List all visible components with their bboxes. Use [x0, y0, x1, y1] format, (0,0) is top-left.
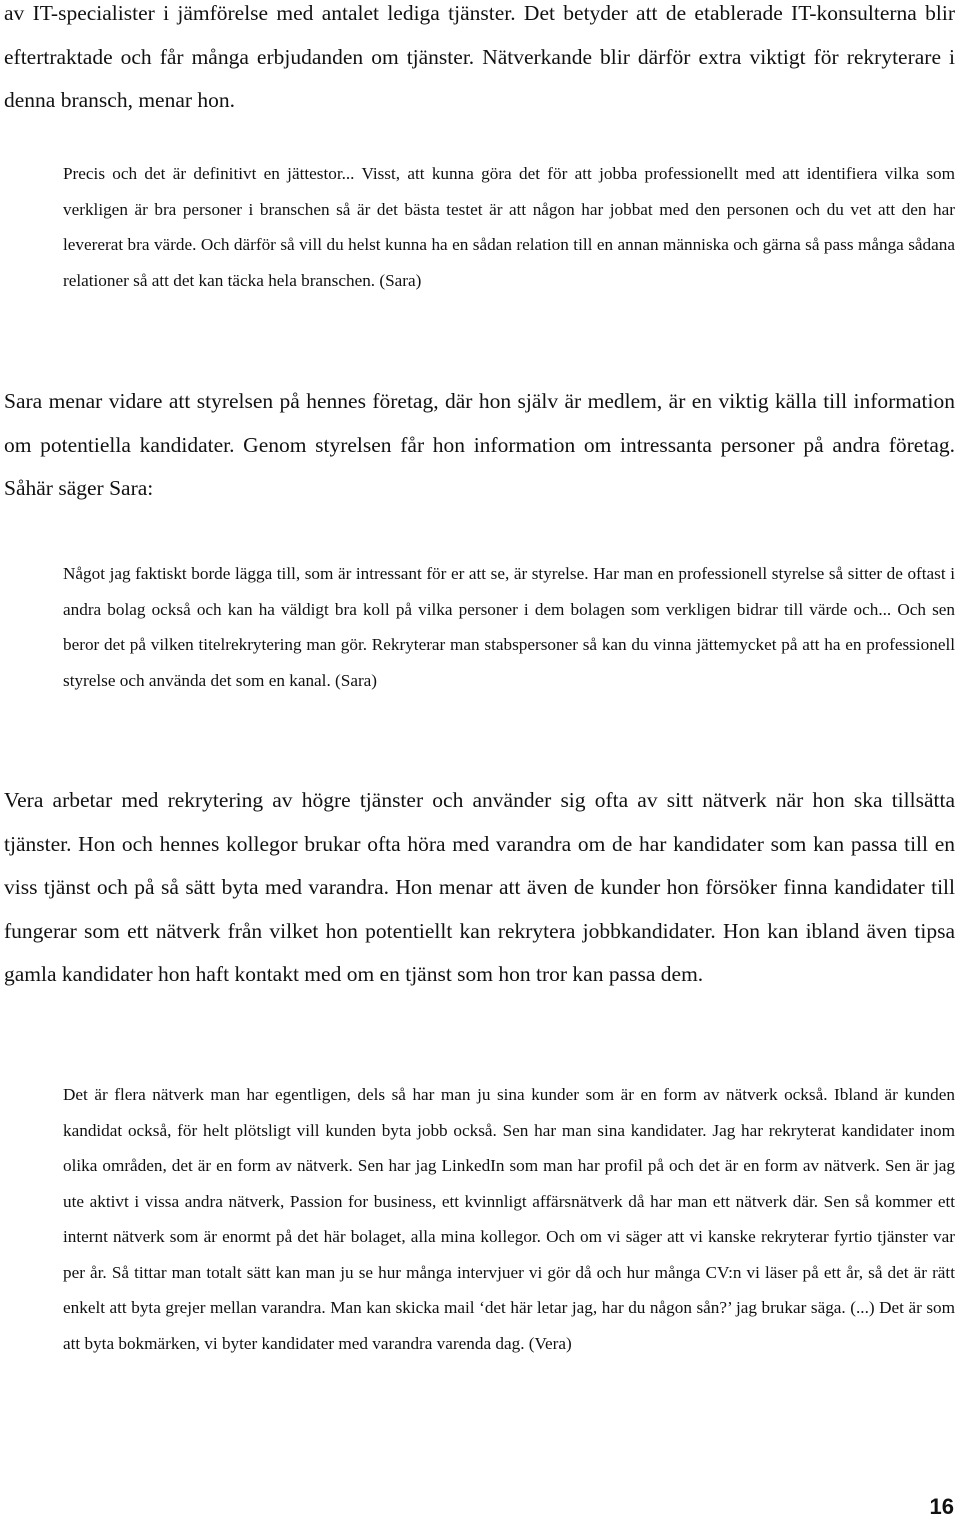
body-paragraph-1: av IT-specialister i jämförelse med antalet lediga tjänster. Det betyder att de etablerade IT-konsulterna blir eftertraktade och får många erbjudanden om tjänster. Nätverkande blir därför extra viktigt för rekryterare i denna bransch, menar hon.: [4, 1, 955, 112]
block-quote-1: Precis och det är definitivt en jättestor... Visst, att kunna göra det för att jobba professionellt med att identifiera vilka som verkligen är bra personer i branschen så är det bästa testet är att någon har jobbat med den personen och du vet att den har levererat bra värde. Och därför så vill du helst kunna ha en sådan relation till en annan människa och gärna så pass många sådana relationer så att det kan täcka hela branschen. (Sara): [63, 164, 955, 290]
block-quote-2: Något jag faktiskt borde lägga till, som är intressant för er att se, är styrelse. Har man en professionell styrelse så sitter de oftast i andra bolag också och kan ha väldigt bra koll på vilka personer i dem bolagen som verkligen bidrar till värde och... Och sen beror det på vilken titelrekrytering man gör. Rekryterar man stabspersoner så kan du vinna jättemycket på att ha en professionell styrelse och använda det som en kanal. (Sara): [63, 564, 955, 690]
body-paragraph-2: Sara menar vidare att styrelsen på hennes företag, där hon själv är medlem, är en viktig källa till information om potentiella kandidater. Genom styrelsen får hon information om intressanta personer på andra företag. Såhär säger Sara:: [4, 389, 955, 500]
page-number: 16: [929, 1494, 954, 1519]
body-paragraph-3: Vera arbetar med rekrytering av högre tjänster och använder sig ofta av sitt nätverk när hon ska tillsätta tjänster. Hon och hennes kollegor brukar ofta höra med varandra om de har kandidater som kan passa till en viss tjänst och på så sätt byta med varandra. Hon menar att även de kunder hon försöker finna kandidater till fungerar som ett nätverk från vilket hon potentiellt kan rekrytera jobbkandidater. Hon kan ibland även tipsa gamla kandidater hon haft kontakt med om en tjänst som hon tror kan passa dem.: [4, 788, 955, 986]
block-quote-3: Det är flera nätverk man har egentligen, dels så har man ju sina kunder som är en form av nätverk också. Ibland är kunden kandidat också, för helt plötsligt vill kunden byta jobb också. Sen har man sina kandidater. Jag har rekryterat kandidater inom olika områden, det är en form av nätverk. Sen har jag LinkedIn som man har profil på och det är en form av nätverk. Sen är jag ute aktivt i vissa andra nätverk, Passion for business, ett kvinnligt affärsnätverk då har man ett nätverk där. Sen så kommer ett internt nätverk som är enormt på det här bolaget, alla mina kollegor. Och om vi säger att vi kanske rekryterar fyrtio tjänster var per år. Så tittar man totalt sätt kan man ju se hur många intervjuer vi gör då och hur många CV:n vi läser på ett år, så det är rätt enkelt att byta grejer mellan varandra. Man kan skicka mail ‘det här letar jag, har du någon sån?’ jag brukar säga. (...) Det är som att byta bokmärken, vi byter kandidater med varandra varenda dag. (Vera): [63, 1085, 955, 1353]
